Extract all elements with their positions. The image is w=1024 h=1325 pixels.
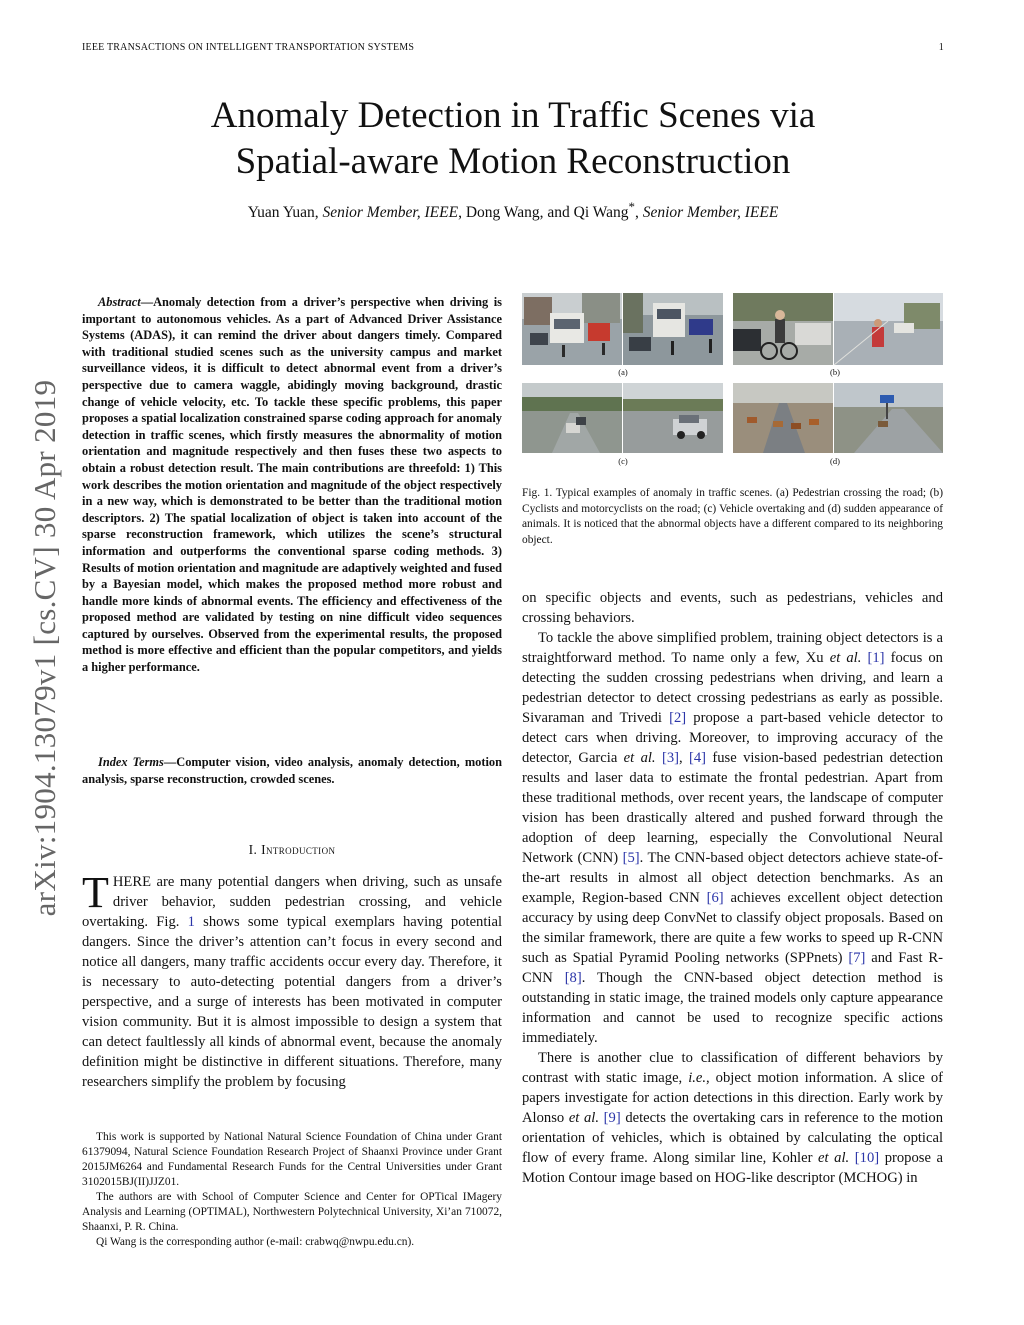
figure-1-caption: Fig. 1. Typical examples of anomaly in traffic scenes. (a) Pedestrian crossing the road; (b) Cyclists and motorcyclists on the road; (c) Vehicle overtaking and (d) sudden appearance of animals. It is noticed that the abnormal objects have a different compared to its neighboring object. — [522, 487, 943, 546]
p3-text-c: detects the overtaking cars in reference to the motion orientation of vehicles, which is obtained by calculating the optical flow of every frame. Along similar line, Kohler — [522, 1110, 943, 1166]
ie-abbrev: i.e. — [688, 1070, 707, 1086]
introduction-body — [82, 868, 502, 1092]
intro-text-2: shows some typical exemplars having potential dangers. Since the driver’s attention can’t focus in every second and notice all dangers, many traffic accidents occur every day. Therefore, it is necessary to auto-detecting potential dangers from a driver’s perspective, and a surge of interests has been motivated in computer vision community. But it is almost impossible to design a system that can detect faultlessly all kinds of abnormal event, because the anomaly definition might be distinctive in different situations. Therefore, many researchers simplify the problem by focusing — [82, 914, 502, 1090]
page-number: 1 — [938, 42, 944, 53]
citation-7[interactable]: [7] — [848, 950, 866, 966]
figure-panel-d-left — [733, 383, 833, 453]
footnote-affiliation: The authors are with School of Computer Science and Center for OPTical IMagery Analysis and Learning (OPTIMAL), Northwestern Polytechnical University, Xi’an 710072, Shaanxi, P. R. China. — [82, 1191, 502, 1233]
section-number: I. — [248, 842, 258, 857]
citation-4[interactable]: [4] — [689, 750, 707, 766]
figure-panel-d-right — [834, 383, 943, 453]
paper-title — [82, 93, 944, 185]
citation-separator: , — [678, 750, 689, 766]
author-line — [82, 199, 944, 222]
paragraph-continuation: on specific objects and events, such as pedestrians, vehicles and crossing behaviors. — [522, 590, 943, 626]
paragraph-object-detectors — [522, 628, 943, 1048]
etal-garcia: et al. — [623, 750, 656, 766]
figure-reference-link[interactable]: 1 — [187, 914, 195, 930]
footnote-funding: This work is supported by National Natural Science Foundation of China under Grant 61379094, Natural Science Foundation Research Project of Shaanxi Province under Grant 2015JM6264 and Fundamental Research Funds for the Central Universities under Grant 3102015BJ(II)JJZ01. — [82, 1131, 502, 1188]
section-title: Introduction — [261, 842, 336, 857]
abstract-label: Abstract — [98, 295, 141, 309]
right-column-body — [522, 588, 943, 1188]
author-3-role: Senior Member, IEEE — [642, 204, 779, 222]
p2-text-f: achieves excellent object detection accuracy by using deep ConvNet to classify object proposals. Based on the similar framework, there are quite a few works to speed up R-CNN such as Spatial Pyramid Pooling networks (SPPnets) — [522, 890, 943, 966]
etal-xu: et al. — [829, 650, 862, 666]
citation-1[interactable]: [1] — [867, 650, 885, 666]
index-terms — [82, 754, 502, 787]
panel-label-c: (c) — [618, 456, 628, 466]
figure-panel-a-left — [522, 293, 622, 365]
panel-label-a: (a) — [618, 367, 628, 377]
abstract — [82, 294, 502, 676]
author-1: Yuan Yuan, — [247, 204, 319, 222]
citation-3[interactable]: [3] — [661, 750, 679, 766]
etal-kohler: et al. — [818, 1150, 850, 1166]
figure-panel-c-left — [522, 383, 622, 453]
citation-10[interactable]: [10] — [854, 1150, 880, 1166]
citation-2[interactable]: [2] — [669, 710, 687, 726]
index-terms-label: Index Terms — [98, 755, 164, 769]
authors-middle: , Dong Wang, and Qi Wang — [458, 204, 629, 222]
p2-text-g: and Fast R-CNN — [522, 950, 943, 986]
figure-1 — [522, 293, 943, 473]
panel-label-b: (b) — [830, 367, 840, 377]
p3-text-d: propose a Motion Contour image based on HOG-like descriptor (MCHOG) in — [522, 1150, 944, 1186]
etal-alonso: et al. — [568, 1110, 600, 1126]
abstract-text: —Anomaly detection from a driver’s perspective when driving is important to autonomous vehicles. As a part of Advanced Driver Assistance Systems (ADAS), it can remind the driver about dangers timely. Compared with traditional studied scenes such as the university campus and market surveillance videos, it is difficult to detect abnormal event from a driver’s perspective due to camera waggle, abidingly moving background, drastic change of vehicle velocity, etc. To tackle these specific problems, this paper proposes a spatial localization constrained sparse coding approach for anomaly detection in traffic scenes, which firstly measures the abnormality of motion orientation and magnitude respectively and then fuses these two aspects to obtain a robust detection result. The main contributions are threefold: 1) This work describes the motion orientation and magnitude of the object respectively in a new way, which is demonstrated to be better than the traditional motion descriptors. 2) The spatial localization of object is taken into account of the sparse reconstruction framework, which utilizes the scene’s structural information and outperforms the conventional sparse coding methods. 3) Results of motion orientation and magnitude are adaptively weighted and fused by a Bayesian model, which makes the proposed method more robust and handle more kinds of abnormal events. The efficiency and effectiveness of the proposed method are validated by testing on nine difficult video sequences captured by ourselves. Observed from the experimental results, the proposed method is more effective and efficient than the popular competitors, and yields a higher performance. — [82, 295, 502, 675]
p3-text-b: , object motion information. A slice of papers investigate for action detections in this direction. Early work by Alonso — [522, 1070, 943, 1126]
corresponding-mark: * — [628, 199, 635, 214]
p2-text-e: . The CNN-based object detectors achieve state-of-the-art results in almost all object detection benchmarks. As an example, Region-based CNN — [522, 850, 943, 906]
citation-6[interactable]: [6] — [706, 890, 724, 906]
figure-panel-a-right — [623, 293, 723, 365]
authors-sep: , — [634, 204, 639, 222]
p2-text-a: To tackle the above simplified problem, training object detectors is a straightforward method. To name only a few, Xu — [522, 630, 943, 666]
arxiv-stamp — [20, 350, 70, 945]
p2-text-d: fuse vision-based pedestrian detection results and laser data to estimate the frontal pedestrian. Apart from these traditional methods, over recent years, the landscape of computer vision has been drastically altered and pushed forward through the adoption of deep learning, especially the Convolutional Neural Network (CNN) — [522, 750, 944, 866]
citation-9[interactable]: [9] — [603, 1110, 621, 1126]
p2-text-h: . Though the CNN-based object detection method is outstanding in static image, the trained models only capture appearance information and cannot be used to recognize specific actions immediately. — [522, 970, 943, 1046]
figure-panel-b-left — [733, 293, 833, 365]
intro-text-1: HERE are many potential dangers when driving, such as unsafe driver behavior, sudden pedestrian crossing, and vehicle overtaking. Fig. — [82, 874, 502, 930]
paragraph-motion-clue — [522, 1048, 943, 1188]
figure-panel-b-right — [834, 293, 943, 365]
footnotes — [82, 1130, 502, 1250]
index-terms-text: —Computer vision, video analysis, anomaly detection, motion analysis, sparse reconstruction, crowded scenes. — [82, 755, 502, 786]
title-line-2: Spatial-aware Motion Reconstruction — [235, 141, 791, 182]
p3-text-a: There is another clue to classification of different behaviors by contrast with static image, — [522, 1050, 943, 1086]
author-1-role: Senior Member, IEEE — [322, 204, 459, 222]
drop-cap: T — [82, 868, 109, 917]
p2-text-b: focus on detecting the sudden crossing pedestrians when driving, and learn a pedestrian detector to detect crossing pedestrians as early as possible. Sivaraman and Trivedi — [522, 650, 943, 726]
figure-panel-c-right — [623, 383, 723, 453]
p2-text-c: propose a part-based vehicle detector to detect cars when driving. Moreover, to improving accuracy of the detector, Garcia — [522, 710, 943, 766]
panel-label-d: (d) — [830, 456, 840, 466]
section-heading-introduction — [82, 842, 502, 858]
arxiv-id-text: arXiv:1904.13079v1 [cs.CV] 30 Apr 2019 — [27, 379, 62, 916]
footnote-corresponding: Qi Wang is the corresponding author (e-mail: crabwq@nwpu.edu.cn). — [96, 1236, 415, 1248]
journal-name: IEEE TRANSACTIONS ON INTELLIGENT TRANSPORTATION SYSTEMS — [82, 42, 415, 53]
citation-8[interactable]: [8] — [564, 970, 582, 986]
title-line-1: Anomaly Detection in Traffic Scenes via — [210, 95, 816, 136]
citation-5[interactable]: [5] — [622, 850, 640, 866]
